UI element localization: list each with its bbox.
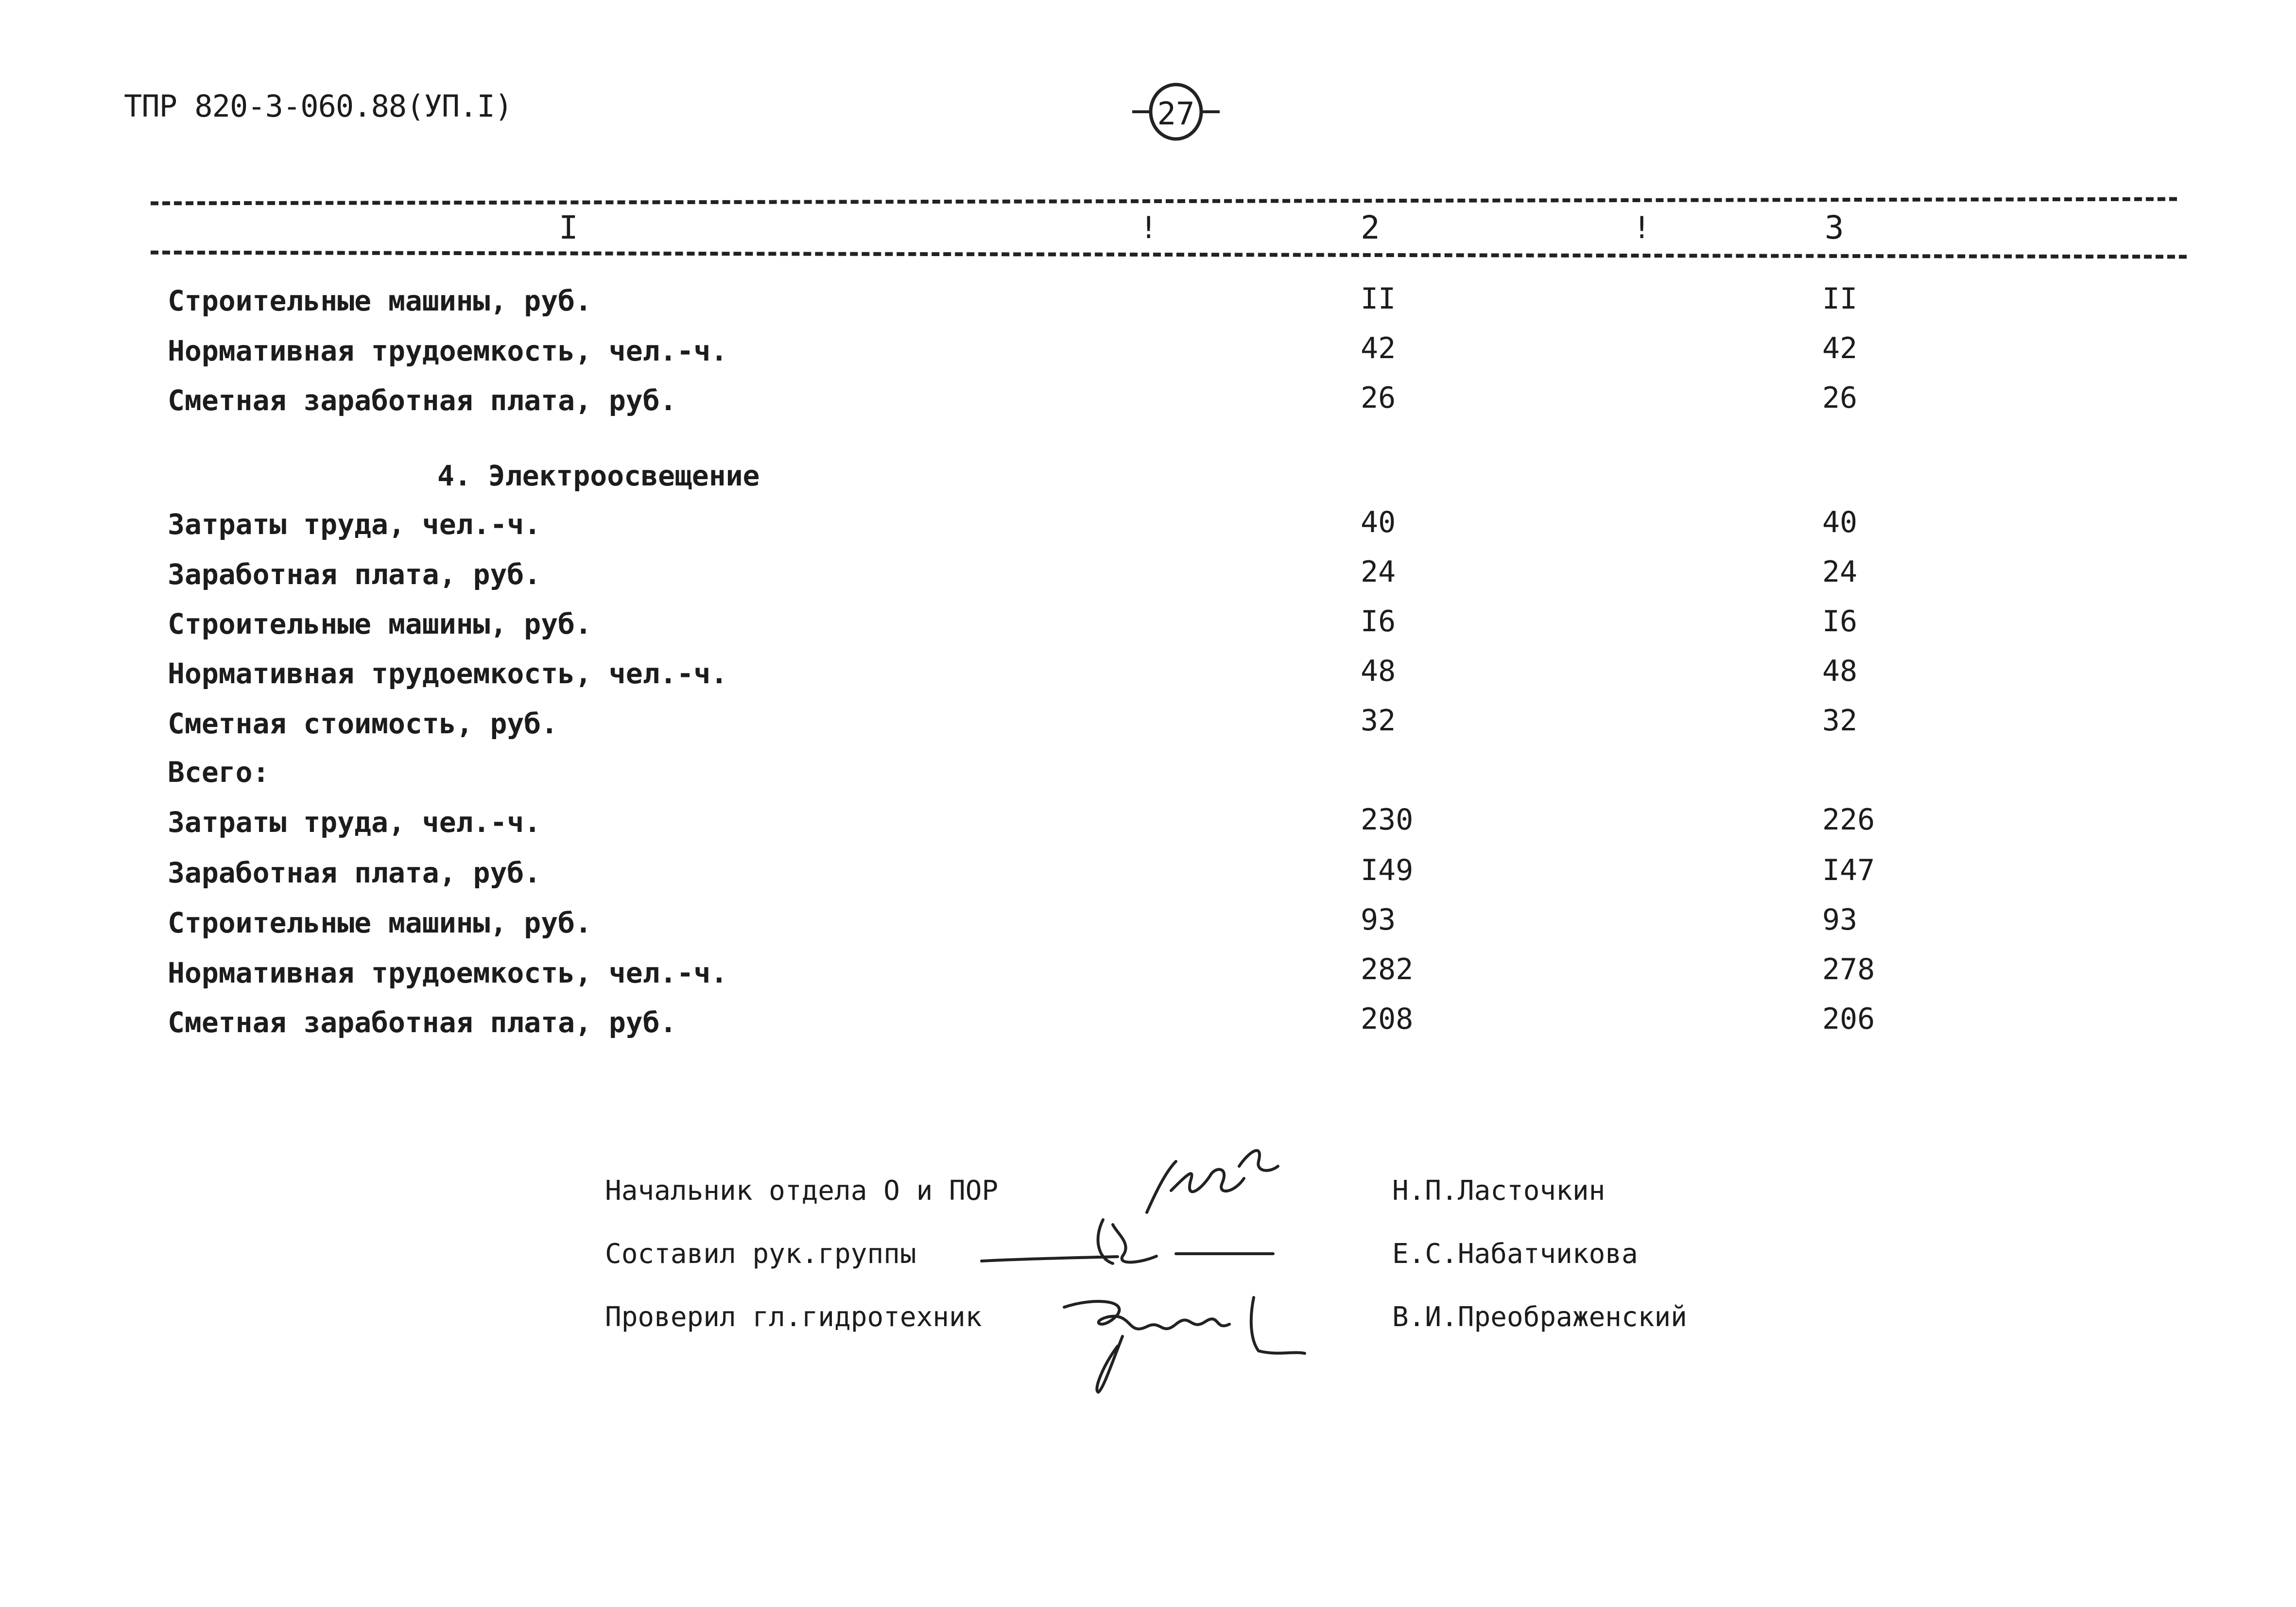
row-label: Заработная плата, руб.	[168, 558, 541, 591]
row-value-col3: 278	[1822, 952, 1875, 986]
row-value-col3: 48	[1822, 654, 1858, 688]
row-value-col3: 206	[1822, 1002, 1875, 1036]
row-value-col2: 40	[1361, 505, 1396, 539]
row-value-col3: 226	[1822, 803, 1875, 837]
page-number-badge	[1132, 82, 1220, 145]
row-value-col2: I49	[1361, 853, 1414, 887]
row-value-col3: 40	[1822, 505, 1858, 539]
row-value-col3: 32	[1822, 704, 1858, 738]
row-value-col2: 24	[1361, 555, 1396, 589]
row-value-col2: 32	[1361, 704, 1396, 738]
signature-mark-3	[1050, 1278, 1312, 1400]
document-code: ТПР 820-3-060.88(УП.I)	[124, 88, 513, 124]
row-label: Нормативная трудоемкость, чел.-ч.	[168, 334, 728, 367]
row-value-col3: II	[1822, 282, 1858, 316]
row-label: Сметная заработная плата, руб.	[168, 384, 677, 417]
row-value-col2: I6	[1361, 605, 1396, 639]
row-value-col3: 24	[1822, 555, 1858, 589]
row-value-col2: 208	[1361, 1002, 1414, 1036]
row-label: Затраты труда, чел.-ч.	[168, 806, 541, 839]
row-value-col2: 230	[1361, 803, 1414, 837]
row-value-col2: 26	[1361, 381, 1396, 415]
row-label: Заработная плата, руб.	[168, 856, 541, 889]
row-label: Нормативная трудоемкость, чел.-ч.	[168, 956, 728, 989]
column-header-2: 2	[1361, 209, 1380, 246]
row-value-col2: 42	[1361, 331, 1396, 365]
row-label: Нормативная трудоемкость, чел.-ч.	[168, 657, 728, 690]
column-header-1: I	[559, 209, 578, 246]
row-label: Строительные машины, руб.	[168, 284, 592, 317]
column-separator: !	[1633, 210, 1651, 245]
row-value-col3: 26	[1822, 381, 1858, 415]
signature-role: Начальник отдела О и ПОР	[605, 1175, 999, 1207]
row-label: Сметная стоимость, руб.	[168, 707, 558, 740]
column-header-3: 3	[1825, 209, 1844, 246]
row-label: Затраты труда, чел.-ч.	[168, 508, 541, 541]
row-value-col2: II	[1361, 282, 1396, 316]
signature-role: Составил рук.группы	[605, 1238, 916, 1270]
signature-name: Е.С.Набатчикова	[1392, 1238, 1638, 1270]
table-header-rule	[151, 251, 2187, 259]
row-value-col3: 42	[1822, 331, 1858, 365]
table-top-rule	[151, 197, 2177, 206]
signature-mark-2	[972, 1205, 1288, 1288]
row-value-col3: I6	[1822, 605, 1858, 639]
page-number: 27	[1157, 96, 1195, 132]
row-value-col2: 282	[1361, 952, 1414, 986]
row-value-col2: 93	[1361, 903, 1396, 937]
row-value-col2: 48	[1361, 654, 1396, 688]
signature-name: В.И.Преображенский	[1392, 1301, 1687, 1333]
signature-name: Н.П.Ласточкин	[1392, 1175, 1605, 1207]
section-heading: 4. Электроосвещение	[437, 459, 760, 492]
row-value-col3: 93	[1822, 903, 1858, 937]
row-label: Строительные машины, руб.	[168, 607, 592, 640]
signature-role: Проверил гл.гидротехник	[605, 1301, 982, 1333]
row-label: Сметная заработная плата, руб.	[168, 1006, 677, 1039]
row-label: Строительные машины, руб.	[168, 906, 592, 939]
row-value-col3: I47	[1822, 853, 1875, 887]
row-label: Всего:	[168, 756, 270, 789]
column-separator: !	[1139, 210, 1158, 245]
